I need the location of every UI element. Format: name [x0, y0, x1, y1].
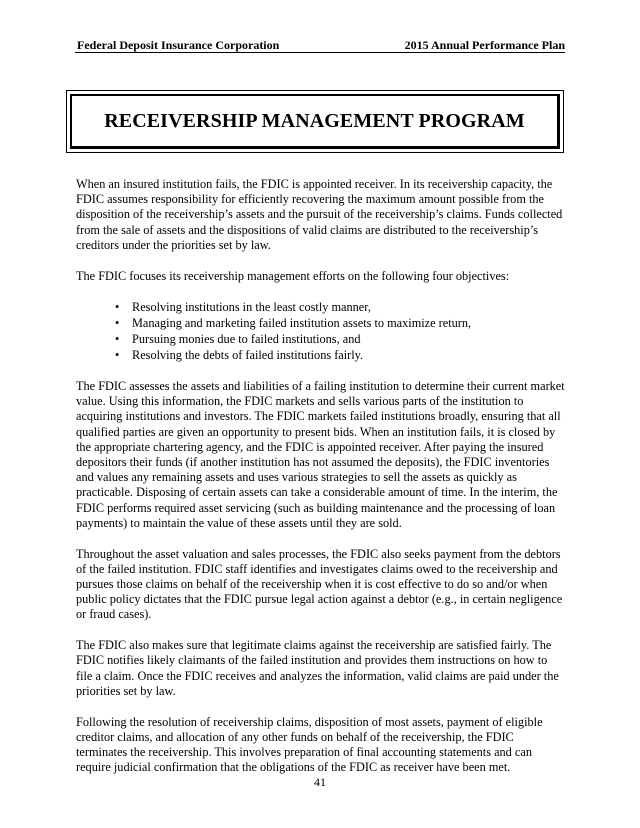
list-item — [76, 299, 566, 315]
list-item-text: Resolving the debts of failed institutions fairly. — [132, 348, 364, 363]
header-organization: Federal Deposit Insurance Corporation — [77, 38, 280, 52]
paragraph-debt-collection: Throughout the asset valuation and sales processes, the FDIC also seeks payment from the debtors of the failed institution. FDIC staff identifies and investigates claims owed to the receivership and pursues those claims on behalf of the receivership when it is cost effective to do so and/or when public policy dictates that the FDIC pursue legal action against a debtor (e.g., in certain negligence or fraud cases). — [76, 546, 563, 622]
body-content — [76, 177, 566, 791]
list-item-text: Managing and marketing failed institution assets to maximize return, — [132, 316, 472, 331]
list-item-text: Pursuing monies due to failed institutions, and — [132, 332, 361, 347]
list-item-text: Resolving institutions in the least costly manner, — [132, 300, 371, 315]
bullet-icon: • — [115, 332, 120, 347]
bullet-icon: • — [115, 348, 120, 363]
objectives-list — [76, 299, 566, 363]
paragraph-objectives-lead: The FDIC focuses its receivership management efforts on the following four objectives: — [76, 268, 510, 283]
paragraph-intro: When an insured institution fails, the FDIC is appointed receiver. In its receivership capacity, the FDIC assumes responsibility for efficiently recovering the maximum amount possible from the disposition of the receivership’s assets and the pursuit of the receivership’s claims. Funds collected from the sale of assets and the dispositions of valid claims are distributed to the receivership’s creditors under the priorities set by law. — [76, 177, 563, 252]
paragraph-asset-assessment: The FDIC assesses the assets and liabilities of a failing institution to determine their current market value. Using this information, the FDIC markets and sells various parts of the institution to acquiring institutions and investors. The FDIC markets failed institutions broadly, ensuring that all qualified parties are given an opportunity to present bids. When an institution fails, it is closed by the appropriate chartering agency, and the FDIC is appointed receiver. After paying the insured depositors their funds (if another institution has not assumed the deposits), the FDIC inventories and values any remaining assets and uses various strategies to sell the assets as quickly as practicable. Disposing of certain assets can take a considerable amount of time. In the interim, the FDIC performs required asset servicing (such as building maintenance and the processing of loan payments) to maintain the value of these assets until they are sold. — [76, 379, 565, 530]
list-item — [76, 315, 566, 331]
section-title-box — [66, 90, 564, 153]
paragraph-termination: Following the resolution of receivership claims, disposition of most assets, payment of eligible creditor claims, and allocation of any other funds on behalf of the receivership, the FDIC terminates the receivership. This involves preparation of final accounting statements and can require judicial confirmation that the obligations of the FDIC as receiver have been met. — [76, 714, 543, 775]
section-title: RECEIVERSHIP MANAGEMENT PROGRAM — [70, 94, 560, 149]
bullet-icon: • — [115, 316, 120, 331]
header-document-title: 2015 Annual Performance Plan — [404, 38, 565, 52]
page-header — [75, 38, 565, 53]
page-number: 41 — [314, 775, 326, 789]
list-item — [76, 331, 566, 347]
paragraph-claims: The FDIC also makes sure that legitimate claims against the receivership are satisfied fairly. The FDIC notifies likely claimants of the failed institution and provides them instructions on how to file a claim. Once the FDIC receives and analyzes the information, valid claims are paid under the priorities set by law. — [76, 638, 559, 698]
bullet-icon: • — [115, 300, 120, 315]
list-item — [76, 347, 566, 363]
